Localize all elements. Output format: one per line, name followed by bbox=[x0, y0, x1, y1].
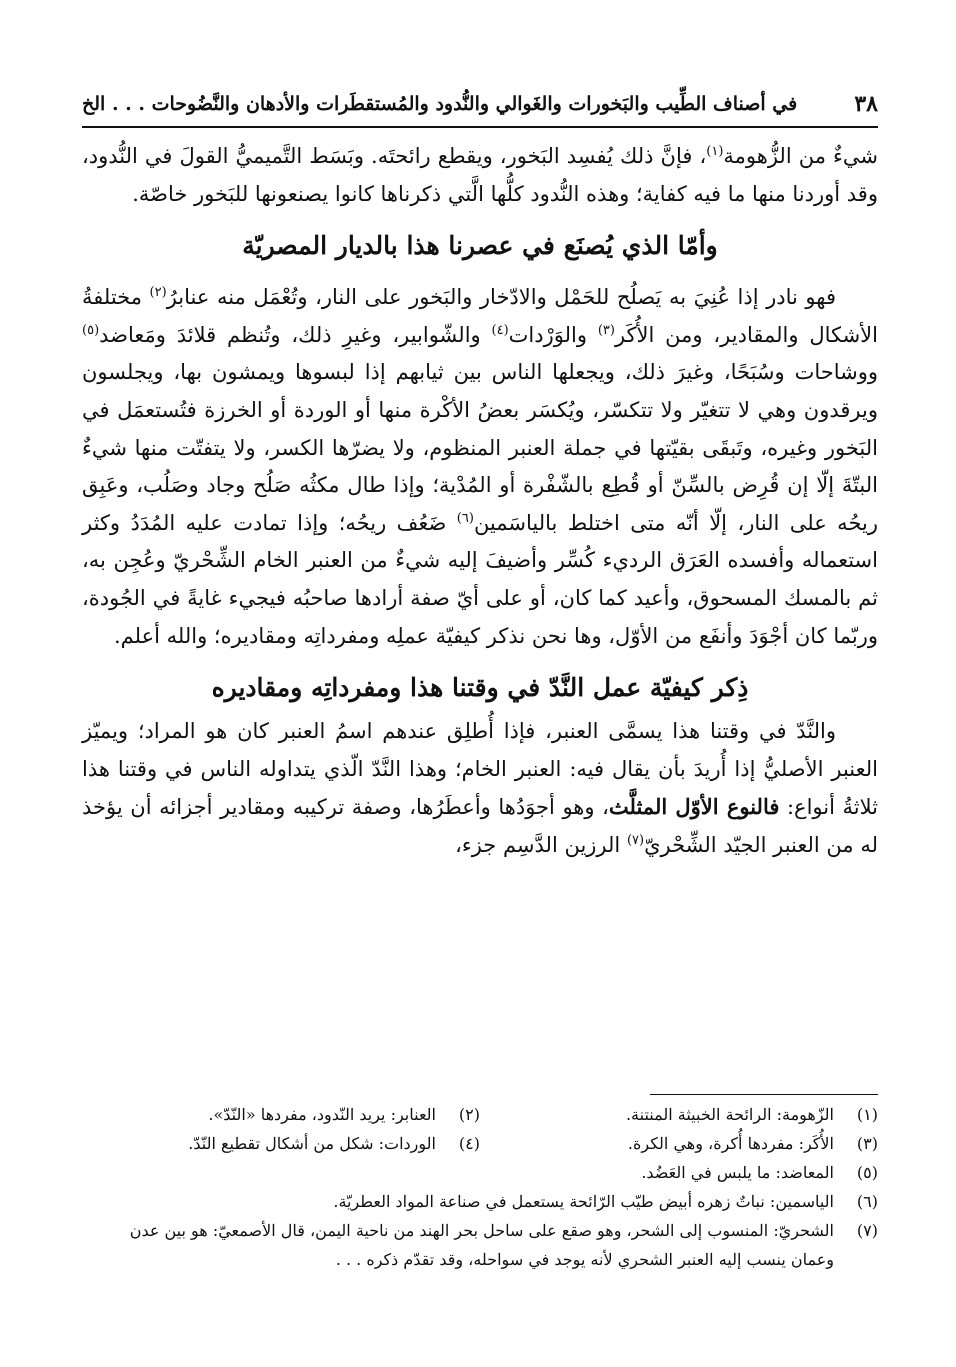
paragraph-3 bbox=[82, 713, 878, 864]
text-run: ، وهو أجوَدُها وأعطَرُها، وصفة تركيبه ومقادير أجزائه أن يؤخذ له من العنبر الجيّد الشِّحْريّ bbox=[82, 795, 878, 857]
footnote-ref-2: (٢) bbox=[149, 285, 167, 301]
text-run: شيءٌ من الزُّهومة bbox=[723, 144, 878, 168]
footnote-text: العنابر: يريد النّدود، مفردها «النّدّ». bbox=[208, 1105, 436, 1124]
footnote bbox=[480, 1129, 878, 1158]
text-run: والوَرْدات bbox=[508, 322, 598, 347]
footnote-number: (٣) bbox=[856, 1134, 878, 1153]
footnote-row bbox=[82, 1216, 878, 1274]
footnote-ref-5: (٥) bbox=[82, 322, 100, 338]
header-rule bbox=[82, 126, 878, 128]
footnote-row bbox=[82, 1100, 878, 1129]
footnote-ref-6: (٦) bbox=[456, 510, 474, 526]
footnote bbox=[480, 1100, 878, 1129]
page-header bbox=[82, 84, 878, 124]
text-run: والنَّدّ في وقتنا هذا يسمَّى العنبر، فإذا أُطلِق عندهم اسمُ العنبر كان هو المراد؛ ويميّز العنبر الأصليُّ إذا أُريدَ بأن يقال فيه: العنبر الخام؛ وهذا النَّدّ الّذي يتداوله الناس في وقتنا هذا ثلاثةُ أنواع: bbox=[82, 719, 879, 820]
bold-term: فالنوع الأوّل المثلَّث bbox=[608, 794, 780, 820]
footnote-number: (٥) bbox=[856, 1163, 878, 1182]
footnote-row bbox=[82, 1158, 878, 1187]
text-run: فهو نادر إذا عُنِيَ به يَصلُح للحَمْل والادّخار والبَخور على النار، وتُعْمَل منه عنابرُ bbox=[166, 285, 836, 310]
text-run: ، فإنَّ ذلك يُفسِد البَخور، ويقطع رائحتَه. وبَسَط التَّميميُّ القولَ في النُّدود، وقد أوردنا منها ما فيه كفاية؛ وهذه النُّدود كلُّها الَّتي ذكرناها كانوا يصنعونها للبَخور خاصّة. bbox=[82, 144, 878, 206]
footnote bbox=[82, 1187, 878, 1216]
footnote-text: المعاضد: ما يلبس في العَضُد. bbox=[641, 1163, 834, 1182]
footnote-rule bbox=[650, 1094, 878, 1095]
footnote-text: الياسمين: نباتٌ زهره أبيض طيّب الرّائحة يستعمل في صناعة المواد العطريّة. bbox=[333, 1192, 834, 1211]
footnote-text: الوردات: شكل من أشكال تقطيع النّدّ. bbox=[188, 1134, 436, 1153]
footnote-ref-3: (٣) bbox=[597, 322, 615, 338]
footnote-text: الأُكَر: مفردها أُكرة، وهي الكرة. bbox=[627, 1134, 834, 1153]
running-title: في أصناف الطِّيب والبَخورات والغَوالي والنُّدود والمُستقطَرات والأدهان والنَّضُوحات . . . الخ bbox=[82, 93, 798, 115]
footnotes bbox=[82, 1100, 878, 1274]
footnote bbox=[82, 1100, 480, 1129]
footnote-ref-7: (٧) bbox=[626, 832, 645, 848]
footnote-number: (٢) bbox=[458, 1105, 480, 1124]
footnote-text: الشحريّ: المنسوب إلى الشحر، وهو صقع على ساحل بحر الهند من ناحية اليمن، قال الأصمعيّ: هو بين عدن وعمان ينسب إليه العنبر الشحري لأنه يوجد في سواحله، وقد تقدّم ذكره . . . bbox=[129, 1221, 834, 1269]
footnote-number: (١) bbox=[856, 1105, 878, 1124]
paragraph-1 bbox=[82, 138, 878, 213]
text-run: الرزين الدَّسِم جزء، bbox=[455, 832, 627, 857]
footnote-ref-4: (٤) bbox=[491, 322, 509, 338]
footnote-row bbox=[82, 1129, 878, 1158]
footnote-number: (٦) bbox=[856, 1192, 878, 1211]
footnote-ref-1: (١) bbox=[706, 144, 724, 159]
text-run: والشّوابير، وغيرِ ذلك، وتُنظم قلائدَ ومَعاضد bbox=[99, 322, 492, 347]
footnote-text: الزّهومة: الرائحة الخبيثة المنتنة. bbox=[625, 1105, 834, 1124]
text-run: مختلفةُ الأشكال والمقادير، ومن الأُكَر bbox=[82, 285, 878, 347]
page-number: ٣٨ bbox=[854, 91, 878, 117]
section-heading-1: وأمّا الذي يُصنَع في عصرنا هذا بالديار المصريّة bbox=[242, 231, 718, 261]
text-run: ووشاحات وسُبَحًا، وغيرَ ذلك، ويجعلها الناس بين ثيابهم إذا لبسوها ويمشون بها، ويجلسون ويرقدون وهي لا تتغيّر ولا تتكسّر، ويُكسَر بعضُ الأكْرة منها أو الوردة أو الخرزة فتُستعمَل في البَخور وغيره، وتَبقَى بقيّتها في جملة العنبر المنظوم، ولا يضرّها الكسر، ولا يتفتّت منها شيءٌ البتّةَ إلّا إن قُرِض بالسِّنّ أو قُطِع بالشّفْرة أو المُدْية؛ وإذا طال مكثُه صَلُح وجاد وصَلُب، وعَبِق ريحُه على النار، إلّا أنّه متى اختلط بالياسَمين bbox=[82, 360, 878, 535]
section-heading-2: ذِكر كيفيّة عمل النَّدّ في وقتنا هذا ومفرداتِه ومقاديره bbox=[211, 673, 749, 703]
footnote bbox=[82, 1129, 480, 1158]
footnote-number: (٧) bbox=[856, 1221, 878, 1240]
footnote bbox=[82, 1216, 878, 1274]
body-text bbox=[82, 138, 878, 865]
footnote bbox=[82, 1158, 878, 1187]
paragraph-2 bbox=[82, 279, 878, 655]
footnote-row bbox=[82, 1187, 878, 1216]
text-run: ضَعُف ريحُه؛ وإذا تمادت عليه المُدَدُ وكثر استعماله وأفسده العَرَق الرديء كُسِّر وأضيفَ إليه شيءٌ من العنبر الخام الشِّحْريّ وعُجِن به، ثم بالمسك المسحوق، وأعيد كما كان، أو على أيّ صفة أرادها صاحبُه فيجيء غايةً في الجُودة، وربّما كان أجْوَدَ وأنفَع من الأوّل، وها نحن نذكر كيفيّة عملِه ومفرداتِه ومقاديره؛ والله أعلم. bbox=[82, 510, 878, 648]
footnote-number: (٤) bbox=[458, 1134, 480, 1153]
